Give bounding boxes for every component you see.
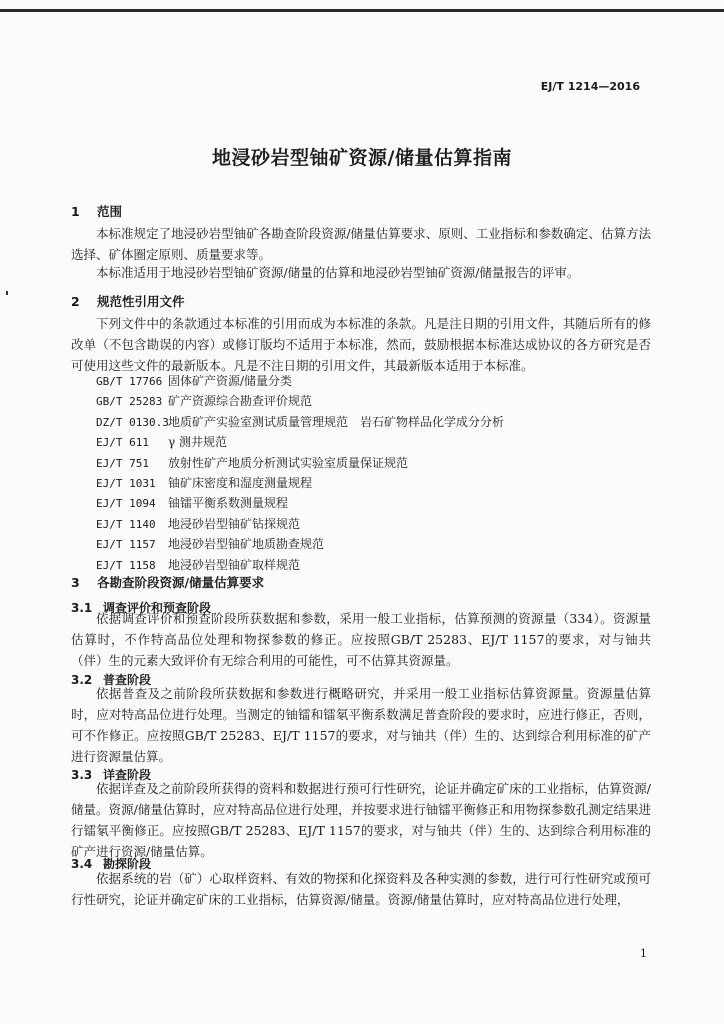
section-title: 范围 <box>97 204 123 219</box>
section-number: 3 <box>71 575 80 590</box>
subsection-number: 3.2 <box>71 673 93 687</box>
ref-title: 地质矿产实验室测试质量管理规范 岩石矿物样品化学成分分析 <box>168 414 505 429</box>
page-number: 1 <box>640 947 647 960</box>
standard-code: EJ/T 1214—2016 <box>540 80 640 93</box>
top-rule <box>0 9 724 12</box>
section-3-heading <box>71 573 264 591</box>
reference-item <box>96 555 504 575</box>
ref-title: 地浸砂岩型铀矿地质勘查规范 <box>168 537 325 552</box>
paragraph: 依据普查及之前阶段所获数据和参数进行概略研究，并采用一般工业指标估算资源量。资源量估算时，应对特高品位进行处理。当测定的铀镭和镭氡平衡系数满足普查阶段的要求时，应进行修正，否则，可不作修正。应按照GB/T 25283、EJ/T 1157的要求，对与铀共（伴）生的、达到综合利用标准的矿产进行资源量估算。 <box>71 686 651 764</box>
ref-title: 地浸砂岩型铀矿取样规范 <box>168 557 301 572</box>
reference-item <box>96 432 504 452</box>
section-1-heading <box>71 202 122 220</box>
paragraph: 依据详查及之前阶段所获得的资料和数据进行预可行性研究，论证并确定矿床的工业指标，估算资源/储量。资源/储量估算时，应对特高品位进行处理，并按要求进行铀镭平衡修正和用物探参数孔测定结果进行镭氡平衡修正。应按照GB/T 25283、EJ/T 1157的要求，对与铀共（伴）生的、达到综合利用标准的矿产进行资源/储量估算。 <box>71 781 651 859</box>
reference-item <box>96 391 504 411</box>
ref-code: DZ/T 0130.3 <box>96 415 169 429</box>
subsection-number: 3.1 <box>71 601 93 615</box>
paragraph: 本标准规定了地浸砂岩型铀矿各勘查阶段资源/储量估算要求、原则、工业指标和参数确定、估算方法选择、矿体圈定原则、质量要求等。 <box>71 226 651 262</box>
reference-item <box>96 514 504 534</box>
section-title: 各勘查阶段资源/储量估算要求 <box>97 575 265 590</box>
subsection-title: 调查评价和预查阶段 <box>103 601 212 615</box>
subsection-title: 勘探阶段 <box>103 857 152 871</box>
ref-title: 固体矿产资源/储量分类 <box>168 374 293 388</box>
document-title: 地浸砂岩型铀矿资源/储量估算指南 <box>212 147 512 169</box>
ref-code: GB/T 17766 <box>96 375 163 388</box>
reference-item <box>96 493 504 513</box>
ref-title: 铀镭平衡系数测量规程 <box>168 496 289 511</box>
paragraph: 依据系统的岩（矿）心取样资料、有效的物探和化探资料及各种实测的参数，进行可行性研究或预可行性研究，论证并确定矿床的工业指标，估算资源/储量。资源/储量估算时，应对特高品位进行处理， <box>71 871 651 907</box>
reference-item <box>96 473 504 493</box>
ref-code: GB/T 25283 <box>96 395 163 409</box>
paragraph: 依据调查评价和预查阶段所获数据和参数，采用一般工业指标，估算预测的资源量（334）。资源量估算时，不作特高品位处理和物探参数的修正。应按照GB/T 25283、EJ/T 1157的要求，对与铀共（伴）生的元素大致评价有无综合利用的可能性，可不估算其资源量。 <box>71 611 651 668</box>
scan-mark <box>6 291 8 295</box>
ref-title: 地浸砂岩型铀矿钻探规范 <box>168 516 301 531</box>
ref-code: EJ/T 1140 <box>96 517 156 531</box>
reference-item <box>96 371 504 391</box>
ref-code: EJ/T 1158 <box>96 558 156 572</box>
paragraph: 本标准适用于地浸砂岩型铀矿资源/储量的估算和地浸砂岩型铀矿资源/储量报告的评审。 <box>96 265 580 280</box>
paragraph: 下列文件中的条款通过本标准的引用而成为本标准的条款。凡是注日期的引用文件，其随后所有的修改单（不包含勘误的内容）或修订版均不适用于本标准，然而，鼓励根据本标准达成协议的各方研究是否可使用这些文件的最新版本。凡是不注日期的引用文件，其最新版本适用于本标准。 <box>71 316 651 373</box>
ref-code: EJ/T 611 <box>96 436 149 450</box>
section-title: 规范性引用文件 <box>97 294 185 309</box>
ref-title: γ 测井规范 <box>168 435 227 450</box>
reference-item <box>96 534 504 554</box>
ref-code: EJ/T 1031 <box>96 476 156 490</box>
reference-list <box>96 371 504 575</box>
ref-code: EJ/T 751 <box>96 456 149 470</box>
subsection-number: 3.4 <box>71 857 93 871</box>
reference-item <box>96 453 504 473</box>
subsection-title: 普查阶段 <box>103 673 152 687</box>
reference-item <box>96 412 504 432</box>
ref-title: 铀矿床密度和湿度测量规程 <box>168 475 313 490</box>
section-number: 1 <box>71 204 80 219</box>
ref-title: 矿产资源综合勘查评价规范 <box>168 394 313 409</box>
section-2-heading <box>71 292 185 310</box>
ref-code: EJ/T 1094 <box>96 497 156 511</box>
ref-code: EJ/T 1157 <box>96 538 156 552</box>
ref-title: 放射性矿产地质分析测试实验室质量保证规范 <box>168 455 409 470</box>
section-number: 2 <box>71 294 80 309</box>
subsection-number: 3.3 <box>71 768 93 782</box>
subsection-title: 详查阶段 <box>103 768 152 782</box>
